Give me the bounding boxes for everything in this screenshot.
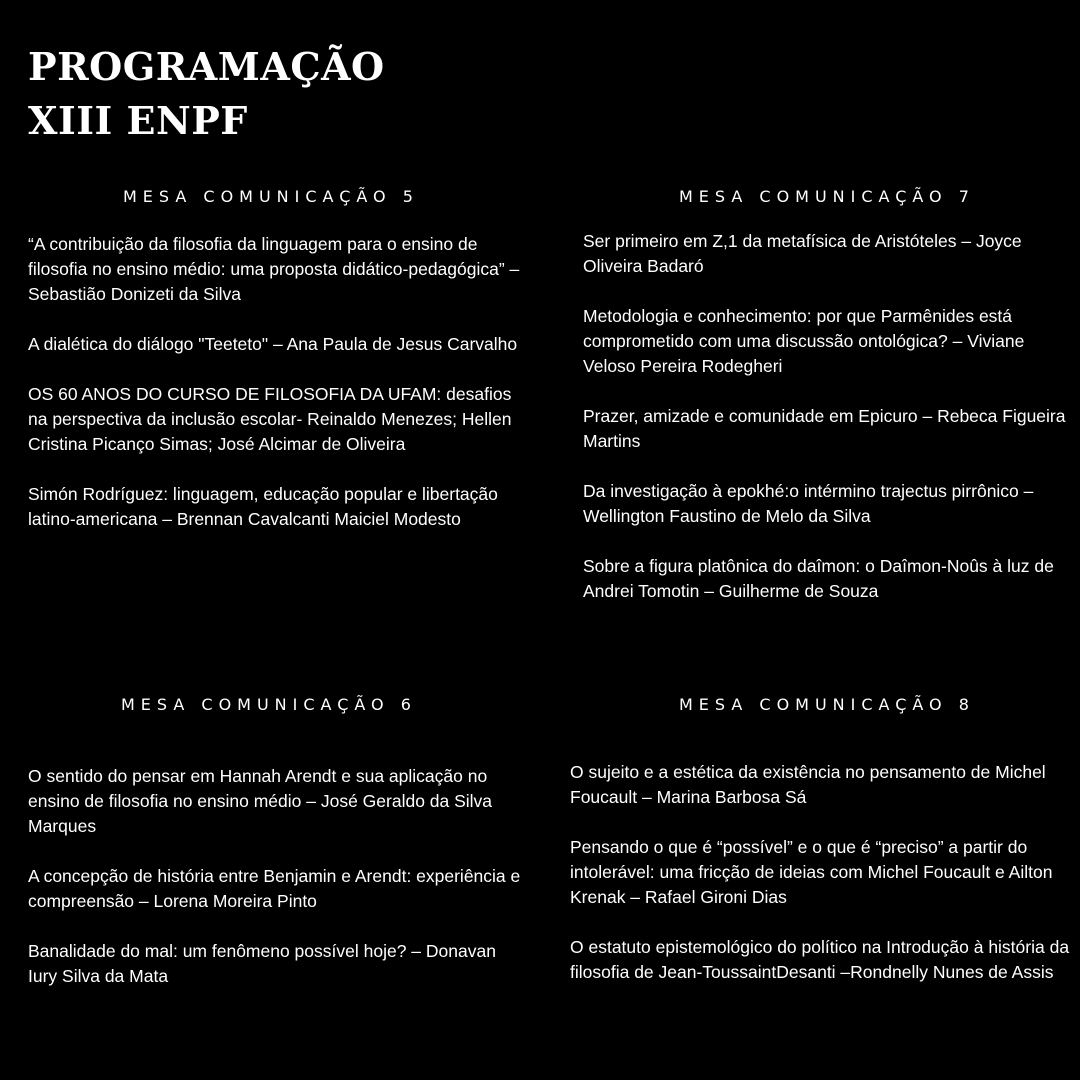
list-item: A dialética do diálogo "Teeteto" – Ana Paula de Jesus Carvalho [28,334,518,354]
list-item: “A contribuição da filosofia da linguagem para o ensino de filosofia no ensino médio: uma proposta didático-pedagógica” – Sebastião Donizeti da Silva [28,234,520,304]
section-heading: MESA COMUNICAÇÃO 6 [121,695,417,714]
list-item: Banalidade do mal: um fenômeno possível hoje? – Donavan Iury Silva da Mata [28,941,496,986]
section-items [570,760,1070,985]
page-title [28,40,385,148]
list-item: OS 60 ANOS DO CURSO DE FILOSOFIA DA UFAM: desafios na perspectiva da inclusão escolar- Reinaldo Menezes; Hellen Cristina Picanço Simas; José Alcimar de Oliveira [28,384,512,454]
list-item: A concepção de história entre Benjamin e Arendt: experiência e compreensão – Lorena Moreira Pinto [28,866,521,911]
list-item: O sujeito e a estética da existência no pensamento de Michel Foucault – Marina Barbosa Sá [570,762,1046,807]
list-item: Metodologia e conhecimento: por que Parmênides está comprometido com uma discussão ontológica? – Viviane Veloso Pereira Rodegheri [583,306,1025,376]
list-item: Ser primeiro em Z,1 da metafísica de Aristóteles – Joyce Oliveira Badaró [583,231,1022,276]
list-item: Simón Rodríguez: linguagem, educação popular e libertação latino-americana – Brennan Cavalcanti Maiciel Modesto [28,484,498,529]
section-heading: MESA COMUNICAÇÃO 5 [123,187,419,206]
list-item: O sentido do pensar em Hannah Arendt e sua aplicação no ensino de filosofia no ensino médio – José Geraldo da Silva Marques [28,766,493,836]
list-item: Prazer, amizade e comunidade em Epicuro – Rebeca Figueira Martins [583,406,1066,451]
list-item: O estatuto epistemológico do político na Introdução à história da filosofia de Jean-ToussaintDesanti –Rondnelly Nunes de Assis [570,937,1070,982]
section-items [28,764,528,989]
list-item: Sobre a figura platônica do daîmon: o Daîmon-Noûs à luz de Andrei Tomotin – Guilherme de Souza [583,556,1054,601]
section-items [583,229,1073,604]
section-items [28,232,528,532]
list-item: Da investigação à epokhé:o intérmino trajectus pirrônico – Wellington Faustino de Melo da Silva [583,481,1034,526]
page-title-line-2: XIII ENPF [28,98,248,143]
page-title-line-1: PROGRAMAÇÃO [28,44,385,89]
section-heading: MESA COMUNICAÇÃO 8 [679,695,975,714]
list-item: Pensando o que é “possível” e o que é “preciso” a partir do intolerável: uma fricção de ideias com Michel Foucault e Ailton Krenak – Rafael Gironi Dias [570,837,1053,907]
section-heading: MESA COMUNICAÇÃO 7 [679,187,975,206]
